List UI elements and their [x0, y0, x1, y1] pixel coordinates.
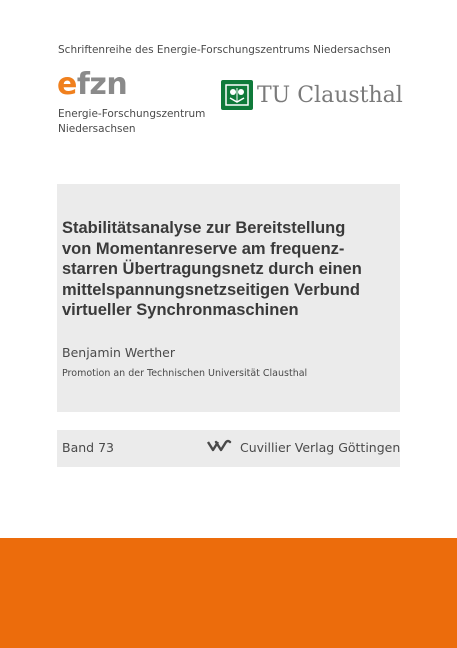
cuvillier-logo-icon: [206, 438, 232, 457]
series-title: Schriftenreihe des Energie-Forschungszentrums Niedersachsen: [58, 44, 391, 56]
efzn-letter-e: e: [57, 67, 77, 102]
band-number: Band 73: [62, 440, 114, 455]
efzn-subtitle-line2: Niedersachsen: [58, 123, 136, 135]
efzn-wordmark: [57, 67, 127, 102]
tu-clausthal-text: TU Clausthal: [257, 82, 403, 108]
title-line-5: virtueller Synchronmaschinen: [62, 301, 299, 319]
efzn-letters-rest: fzn: [76, 67, 128, 102]
orange-band: [0, 538, 457, 648]
publisher-name: Cuvillier Verlag Göttingen: [240, 440, 401, 455]
publisher: [206, 438, 400, 457]
title-line-1: Stabilitätsanalyse zur Bereitstellung: [62, 219, 346, 237]
author-name: Benjamin Werther: [62, 345, 175, 360]
efzn-logo: [57, 67, 128, 102]
efzn-subtitle-line1: Energie-Forschungszentrum: [58, 108, 206, 120]
book-title: [62, 218, 402, 321]
title-line-4: mittelspannungsnetzseitigen Verbund: [62, 280, 360, 299]
university-seal-icon: [221, 80, 253, 110]
title-line-3: starren Übertragungsnetz durch einen: [62, 260, 362, 278]
tu-clausthal-logo: [221, 80, 403, 110]
promotion-note: Promotion an der Technischen Universität Clausthal: [62, 368, 308, 379]
title-line-2: von Momentanreserve am frequenz-: [62, 239, 345, 258]
efzn-subtitle: [58, 107, 205, 137]
